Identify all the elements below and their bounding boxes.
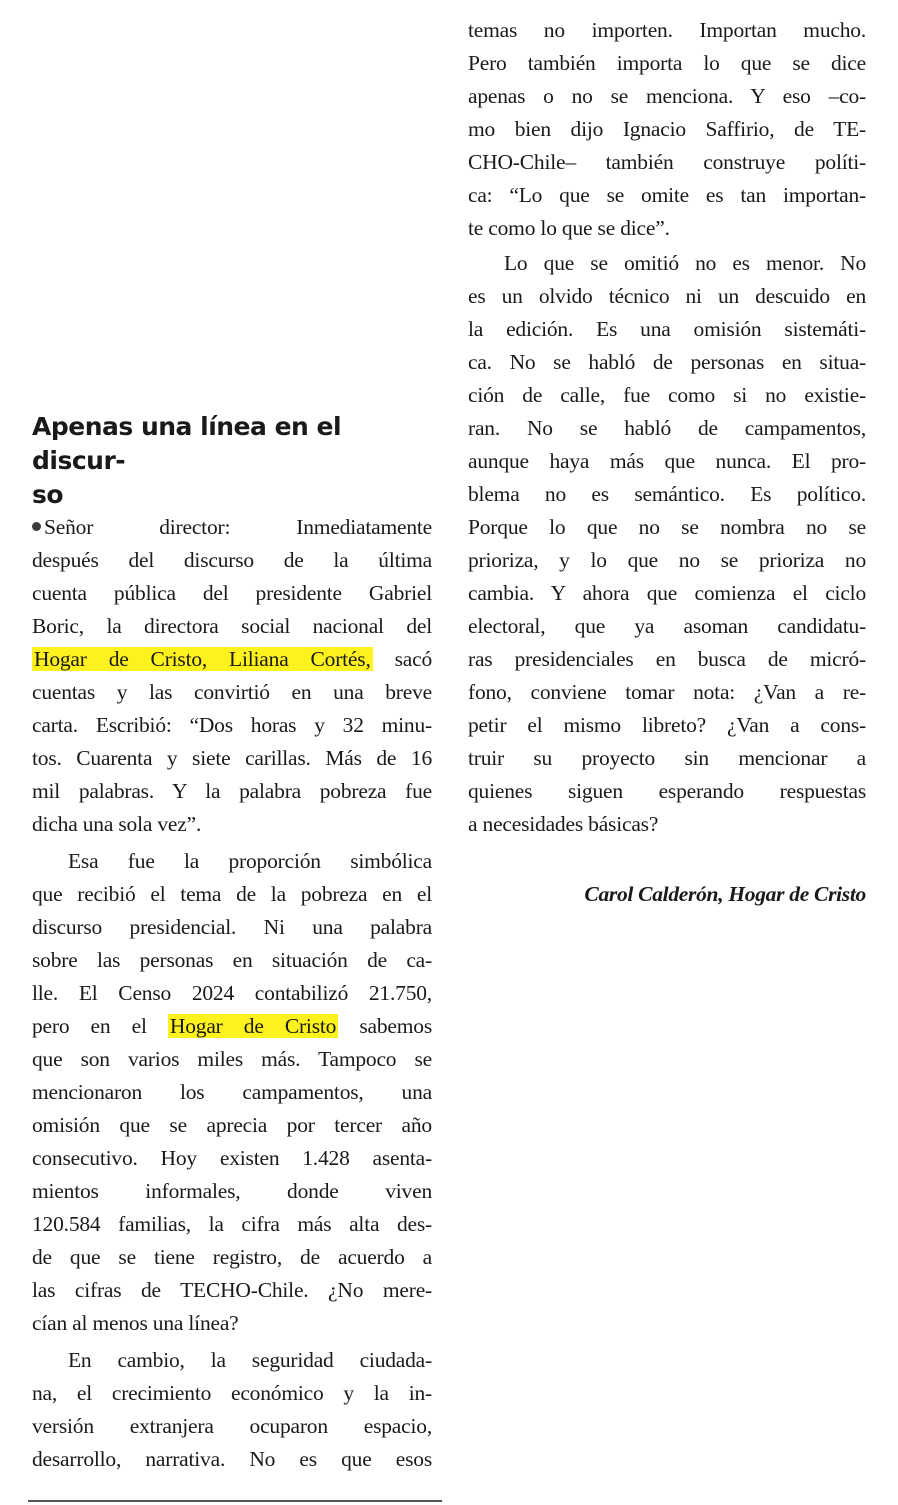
text-line: cuentas y las convirtió en una breve: [32, 680, 432, 704]
text-line: tos. Cuarenta y siete carillas. Más de 16: [32, 746, 432, 770]
text-line: que son varios miles más. Tampoco se: [32, 1047, 432, 1071]
text-line: apenas o no se menciona. Y eso –co-: [468, 84, 866, 108]
text-line: a necesidades básicas?: [468, 812, 659, 836]
text-line: cían al menos una línea?: [32, 1311, 239, 1335]
text-line: electoral, que ya asoman candidatu-: [468, 614, 866, 638]
text-line: dicha una sola vez”.: [32, 812, 202, 836]
text-line: ca: “Lo que se omite es tan importan-: [468, 183, 866, 207]
text-line: lle. El Censo 2024 contabilizó 21.750,: [32, 981, 432, 1005]
text-line: cambia. Y ahora que comienza el ciclo: [468, 581, 866, 605]
text-line: CHO-Chile– también construye políti-: [468, 150, 866, 174]
text-line: sobre las personas en situación de ca-: [32, 948, 432, 972]
letter-headline: [32, 410, 432, 512]
text-line: Porque lo que no se nombra no se: [468, 515, 866, 539]
text-line: aunque haya más que nunca. El pro-: [468, 449, 866, 473]
headline-line-2: so: [32, 480, 64, 509]
text-line: Señor director: Inmediatamente: [32, 511, 432, 544]
text-line: de que se tiene registro, de acuerdo a: [32, 1245, 432, 1269]
text-line: mientos informales, donde viven: [32, 1179, 432, 1203]
highlighted-text: Hogar de Cristo, Liliana Cortés,: [34, 647, 371, 671]
text-line: Lo que se omitió no es menor. No: [504, 251, 866, 275]
text-line: Esa fue la proporción simbólica: [68, 849, 432, 873]
text-line: ran. No se habló de campamentos,: [468, 416, 866, 440]
text-line: después del discurso de la última: [32, 548, 432, 572]
divider: [28, 1500, 442, 1502]
text-line: Pero también importa lo que se dice: [468, 51, 866, 75]
bullet-icon: [32, 522, 41, 531]
text-line: En cambio, la seguridad ciudada-: [68, 1348, 432, 1372]
text-line: versión extranjera ocuparon espacio,: [32, 1414, 432, 1438]
text-line: carta. Escribió: “Dos horas y 32 minu-: [32, 713, 432, 737]
text-line: pero en el Hogar de Cristo sabemos: [32, 1014, 433, 1038]
text-line: consecutivo. Hoy existen 1.428 asenta-: [32, 1146, 432, 1170]
headline-line-1: Apenas una línea en el discur-: [32, 412, 342, 475]
text-line: mencionaron los campamentos, una: [32, 1080, 432, 1104]
text-line: ción de calle, fue como si no existie-: [468, 383, 866, 407]
text-line: ras presidenciales en busca de micró-: [468, 647, 866, 671]
text-line: Boric, la directora social nacional del: [32, 614, 432, 638]
text-line: desarrollo, narrativa. No es que esos: [32, 1447, 432, 1471]
text-line: quienes siguen esperando respuestas: [468, 779, 866, 803]
text-line: omisión que se aprecia por tercer año: [32, 1113, 432, 1137]
text-line: petir el mismo libreto? ¿Van a cons-: [468, 713, 866, 737]
text-line: cuenta pública del presidente Gabriel: [32, 581, 432, 605]
text-line: prioriza, y lo que no se prioriza no: [468, 548, 866, 572]
text-line: te como lo que se dice”.: [468, 216, 670, 240]
letter-signature: Carol Calderón, Hogar de Cristo: [584, 882, 866, 906]
text-line: ca. No se habló de personas en situa-: [468, 350, 866, 374]
text-line: truir su proyecto sin mencionar a: [468, 746, 866, 770]
text-line: la edición. Es una omisión sistemáti-: [468, 317, 866, 341]
text-line: na, el crecimiento económico y la in-: [32, 1381, 432, 1405]
text-line: blema no es semántico. Es político.: [468, 482, 866, 506]
text-line: discurso presidencial. Ni una palabra: [32, 915, 432, 939]
text-line: mil palabras. Y la palabra pobreza fue: [32, 779, 432, 803]
text-line: las cifras de TECHO-Chile. ¿No mere-: [32, 1278, 432, 1302]
text-line: es un olvido técnico ni un descuido en: [468, 284, 866, 308]
text-line: fono, conviene tomar nota: ¿Van a re-: [468, 680, 866, 704]
text-line: que recibió el tema de la pobreza en el: [32, 882, 432, 906]
text-line: Hogar de Cristo, Liliana Cortés, sacó: [34, 647, 432, 671]
text-line: temas no importen. Importan mucho.: [468, 18, 866, 42]
text-line: 120.584 familias, la cifra más alta des-: [32, 1212, 432, 1236]
text-line: mo bien dijo Ignacio Saffirio, de TE-: [468, 117, 866, 141]
highlighted-text: Hogar de Cristo: [169, 1014, 337, 1038]
